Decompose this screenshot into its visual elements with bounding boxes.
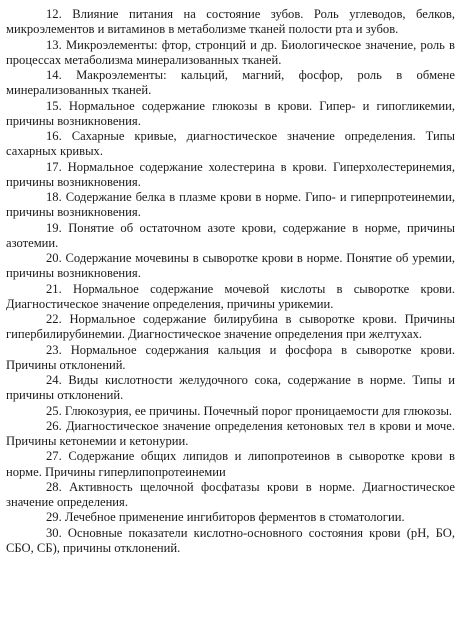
question-item bbox=[6, 373, 455, 404]
question-item bbox=[6, 282, 455, 313]
question-list bbox=[6, 7, 455, 556]
question-text: Нормальное содержания кальция и фосфора в сыворотке крови. Причины отклонений. bbox=[6, 342, 455, 372]
question-text: Сахарные кривые, диагностическое значение определения. Типы сахарных кривых. bbox=[6, 129, 456, 159]
question-number: 26. bbox=[46, 418, 62, 433]
question-number: 21. bbox=[46, 281, 62, 296]
question-text: Микроэлементы: фтор, стронций и др. Биологическое значение, роль в процессах метаболизма минерализованных тканей. bbox=[6, 37, 456, 67]
question-item bbox=[6, 312, 455, 343]
question-number: 14. bbox=[46, 68, 62, 82]
question-item bbox=[6, 251, 455, 282]
question-number: 15. bbox=[46, 98, 62, 113]
question-text: Понятие об остаточном азоте крови, содержание в норме, причины азотемии. bbox=[6, 220, 456, 250]
question-text: Основные показатели кислотно-основного состояния крови (рН, БО, СБО, СБ), причины отклонений. bbox=[6, 525, 455, 555]
question-number: 25. bbox=[46, 403, 62, 418]
question-item bbox=[6, 343, 455, 374]
question-text: Влияние питания на состояние зубов. Роль углеводов, белков, микроэлементов и витаминов в метаболизме тканей полости рта и зубов. bbox=[6, 7, 455, 37]
question-text: Содержание общих липидов и липопротеинов в сыворотке крови в норме. Причины гиперлипопротеинемии bbox=[6, 449, 455, 479]
question-text: Нормальное содержание глюкозы в крови. Гипер- и гипогликемии, причины возникновения. bbox=[6, 98, 455, 128]
question-text: Нормальное содержание холестерина в крови. Гиперхолестеринемия, причины возникновения. bbox=[6, 159, 455, 189]
question-item bbox=[6, 7, 455, 38]
question-item bbox=[6, 510, 455, 525]
question-text: Нормальное содержание мочевой кислоты в сыворотке крови. Диагностическое значение определения, причины урикемии. bbox=[6, 281, 456, 311]
question-item bbox=[6, 449, 455, 480]
question-item bbox=[6, 160, 455, 191]
question-text: Диагностическое значение определения кетоновых тел в крови и моче. Причины кетонемии и кетонурии. bbox=[6, 418, 455, 448]
question-number: 28. bbox=[46, 479, 62, 494]
question-text: Виды кислотности желудочного сока, содержание в норме. Типы и причины отклонений. bbox=[6, 373, 455, 403]
question-number: 30. bbox=[46, 525, 62, 540]
question-number: 23. bbox=[46, 342, 62, 357]
question-text: Макроэлементы: кальций, магний, фосфор, роль в обмене минерализованных тканей. bbox=[6, 68, 455, 98]
question-number: 17. bbox=[46, 159, 62, 174]
question-item bbox=[6, 190, 455, 221]
question-number: 20. bbox=[46, 251, 62, 265]
question-text: Содержание мочевины в сыворотке крови в норме. Понятие об уремии, причины возникновения. bbox=[6, 251, 455, 281]
question-item bbox=[6, 129, 455, 160]
question-number: 22. bbox=[46, 312, 62, 326]
question-text: Активность щелочной фосфатазы крови в норме. Диагностическое значение определения. bbox=[6, 479, 455, 509]
question-number: 27. bbox=[46, 449, 62, 464]
question-text: Содержание белка в плазме крови в норме. Гипо- и гиперпротеинемии, причины возникновения. bbox=[6, 190, 455, 220]
question-text: Лечебное применение ингибиторов ферментов в стоматологии. bbox=[64, 510, 405, 525]
question-text: Глюкозурия, ее причины. Почечный порог проницаемости для глюкозы. bbox=[64, 403, 453, 418]
question-text: Нормальное содержание билирубина в сыворотке крови. Причины гипербилирубинемии. Диагностическое значение определения при желтухах. bbox=[6, 312, 455, 342]
question-item bbox=[6, 99, 455, 130]
question-number: 13. bbox=[46, 37, 62, 52]
question-number: 24. bbox=[46, 373, 62, 387]
question-item bbox=[6, 221, 455, 252]
question-number: 16. bbox=[46, 129, 62, 143]
question-item bbox=[6, 419, 455, 450]
question-item bbox=[6, 526, 455, 557]
question-item bbox=[6, 404, 455, 419]
question-number: 19. bbox=[46, 220, 62, 235]
question-number: 12. bbox=[46, 7, 62, 21]
question-number: 18. bbox=[46, 190, 62, 204]
question-item bbox=[6, 68, 455, 99]
question-item bbox=[6, 480, 455, 511]
question-item bbox=[6, 38, 455, 69]
question-number: 29. bbox=[46, 510, 62, 525]
